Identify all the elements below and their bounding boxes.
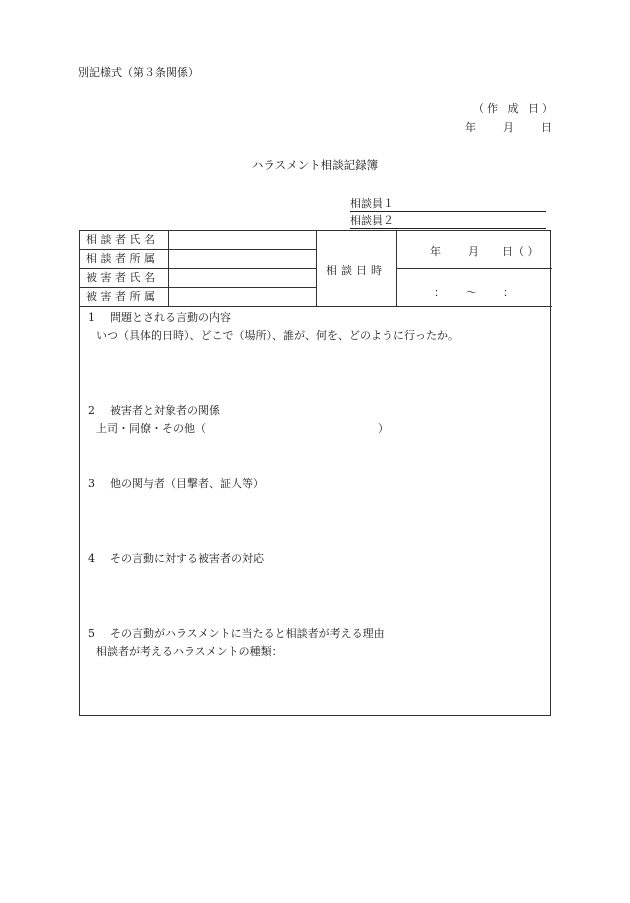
day-label: 日 xyxy=(541,121,552,134)
victim-name-label: 被害者氏名 xyxy=(86,271,159,284)
document-title: ハラスメント相談記録簿 xyxy=(251,158,379,172)
consultant-affiliation-field[interactable] xyxy=(169,250,316,268)
time-colon-start: ： xyxy=(434,286,445,299)
section-5-title: 5 その言動がハラスメントに当たると相談者が考える理由 xyxy=(88,627,385,640)
consultant-name-field[interactable] xyxy=(169,231,316,249)
date-day-label: 日（ ） xyxy=(502,245,539,258)
victim-affiliation-label: 被害者所属 xyxy=(86,290,159,303)
consultation-datetime-label: 相談日時 xyxy=(326,264,386,277)
section-1-subtitle: いつ（具体的日時）、どこで（場所）、誰が、何を、どのように行ったか。 xyxy=(96,329,459,342)
section-5-subtitle: 相談者が考えるハラスメントの種類： xyxy=(96,645,283,658)
creation-date-label: （作 成 日） xyxy=(473,102,556,115)
date-year-label: 年 xyxy=(430,245,441,258)
consultant-affiliation-label: 相談者所属 xyxy=(86,252,159,265)
counselor-2-field[interactable]: 相談員２ xyxy=(350,214,546,229)
creation-date-fields xyxy=(465,121,552,135)
form-style-label: 別記様式（第３条関係） xyxy=(78,66,199,79)
year-label: 年 xyxy=(465,121,476,134)
section-3-title: 3 他の関与者（目撃者、証人等） xyxy=(88,477,264,490)
date-month-label: 月 xyxy=(468,245,479,258)
victim-affiliation-field[interactable] xyxy=(169,288,316,306)
section-2-title: 2 被害者と対象者の関係 xyxy=(88,404,220,417)
section-1-title: 1 問題とされる言動の内容 xyxy=(88,311,231,324)
consultation-record-form xyxy=(79,230,551,716)
time-tilde: 〜 xyxy=(466,286,477,299)
counselor-1-field[interactable]: 相談員１ xyxy=(350,197,546,212)
time-colon-end: ： xyxy=(503,286,514,299)
section-2-subtitle: 上司・同僚・その他（ ） xyxy=(96,422,389,435)
section-4-title: 4 その言動に対する被害者の対応 xyxy=(88,552,264,565)
consultant-name-label: 相談者氏名 xyxy=(86,233,159,246)
victim-name-field[interactable] xyxy=(169,269,316,287)
month-label: 月 xyxy=(503,121,514,134)
